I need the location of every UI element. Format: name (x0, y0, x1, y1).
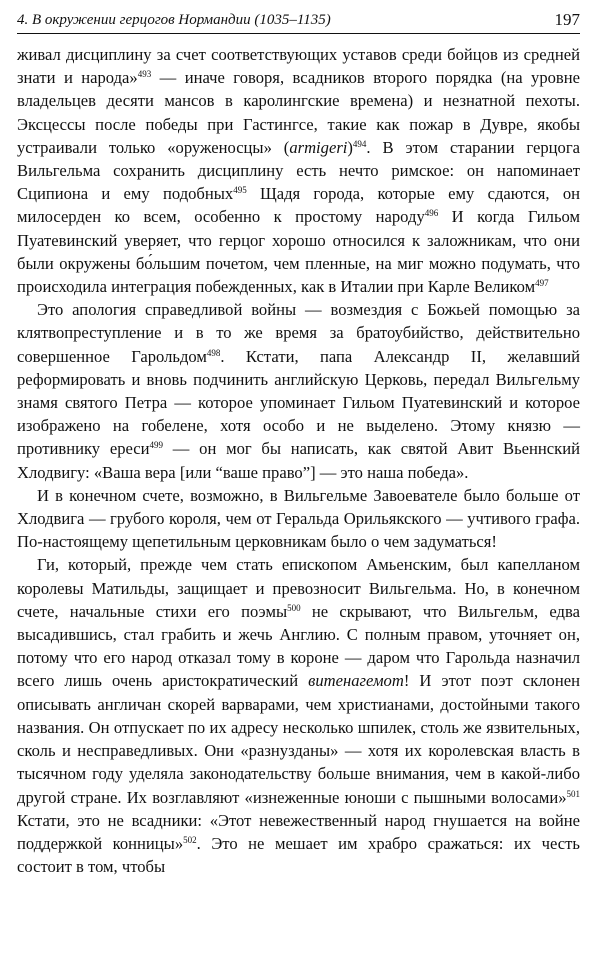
text-run: — иначе говоря, всадников второго порядка (на уровне владельцев десяти мансов в каролингские времена) и незнатной пехоты. Эксцессы после победы при Гастингсе, такие как пожар в Дувре, якобы устраивали только «оруженосцы» ( (17, 68, 580, 157)
footnote-marker: 501 (566, 788, 580, 799)
text-run: Щадя города, которые ему сдаются, он милосерден ко всем, особенно к простому народу (17, 184, 581, 227)
text-run: живал дисциплину за счет соответствующих уставов среди бойцов из средней знати и народа» (17, 45, 580, 88)
footnote-marker: 495 (233, 185, 247, 196)
page-header (17, 6, 580, 34)
footnote-marker: 496 (424, 208, 439, 219)
footnote-marker: 498 (206, 347, 221, 358)
paragraph (17, 553, 580, 878)
text-run: И в конечном счете, возможно, в Вильгельме Завоевателе было больше от Хлодвига — грубого короля, чем от Геральда Орильякского — учтивого графа. По-настоящему щепетильным церковникам было о чем задуматься! (17, 485, 580, 552)
text-run: Кстати, это не всадники: «Этот невежественный народ гнушается на войне поддержкой конницы» (17, 810, 580, 853)
footnote-marker: 502 (183, 834, 197, 845)
text-run: ) (347, 137, 353, 157)
text-run: — он мог бы написать, как святой Авит Вьеннский Хлодвигу: «Ваша вера [или “ваше право”] — это наша победа». (17, 439, 580, 482)
footnote-marker: 499 (149, 440, 164, 451)
italic-term: витенагемот (308, 671, 404, 691)
running-head: 4. В окружении герцогов Нормандии (1035–1135) (17, 12, 331, 28)
text-run: Ги, который, прежде чем стать епископом Амьенским, был капелланом королевы Матильды, защищает и превозносит Вильгельма. Но, в конечном счете, начальные стихи его поэмы (17, 555, 580, 621)
footnote-marker: 493 (137, 69, 152, 80)
page-number: 197 (554, 10, 580, 29)
italic-term: armigeri (289, 137, 348, 157)
footnote-marker: 497 (535, 278, 549, 289)
paragraph (17, 298, 580, 484)
footnote-marker: 500 (287, 602, 301, 613)
body-text (17, 43, 580, 878)
footnote-marker: 494 (352, 138, 367, 149)
text-run: не скрывают, что Вильгельм, едва высадившись, стал грабить и жечь Англию. С полным правом, уточняет он, потому что его народ отказал тому в короне — даром что Гарольда назначил всего лишь очень аристократический (17, 601, 580, 691)
paragraph (17, 484, 580, 554)
text-run: . Кстати, папа Александр II, желавший реформировать и вновь подчинить английскую Церковь, передал Вильгельму знамя святого Петра — которое упоминает Гильом Пуатевинский и которое изображено на гобелене, хотя особо и не выделено. Этому князю — противнику ереси (17, 346, 580, 459)
text-run: . В этом старании герцога Вильгельма сохранить дисциплину есть нечто римское: он напоминает Сципиона и ему подобных (17, 137, 580, 204)
paragraph (17, 43, 580, 298)
text-run: И когда Гильом Пуатевинский уверяет, что герцог хорошо относился к заложникам, что они были окружены бо́льшим почетом, чем пленные, на миг можно подумать, что происходила интеграция побежденных, как в Италии при Карле Великом (17, 207, 581, 297)
text-run: . Это не мешает им храбро сражаться: их честь состоит в том, чтобы (17, 833, 580, 877)
text-run: Это апология справедливой войны — возмездия с Божьей помощью за клятвопреступление и в то же время за братоубийство, действительно совершенное Гарольдом (17, 300, 580, 366)
text-run: ! И этот поэт склонен описывать англичан скорей варварами, чем христианами, достойными такого названия. Он отпускает по их адресу несколько шпилек, столь же язвительных, сколь и несправедливых. Они «разнузданы» — хотя их королевская власть в тысячном году уделяла законодательству больше внимания, чем в какой-либо другой стране. Их возглавляют «изнеженные юноши с пышными волосами» (17, 671, 580, 807)
